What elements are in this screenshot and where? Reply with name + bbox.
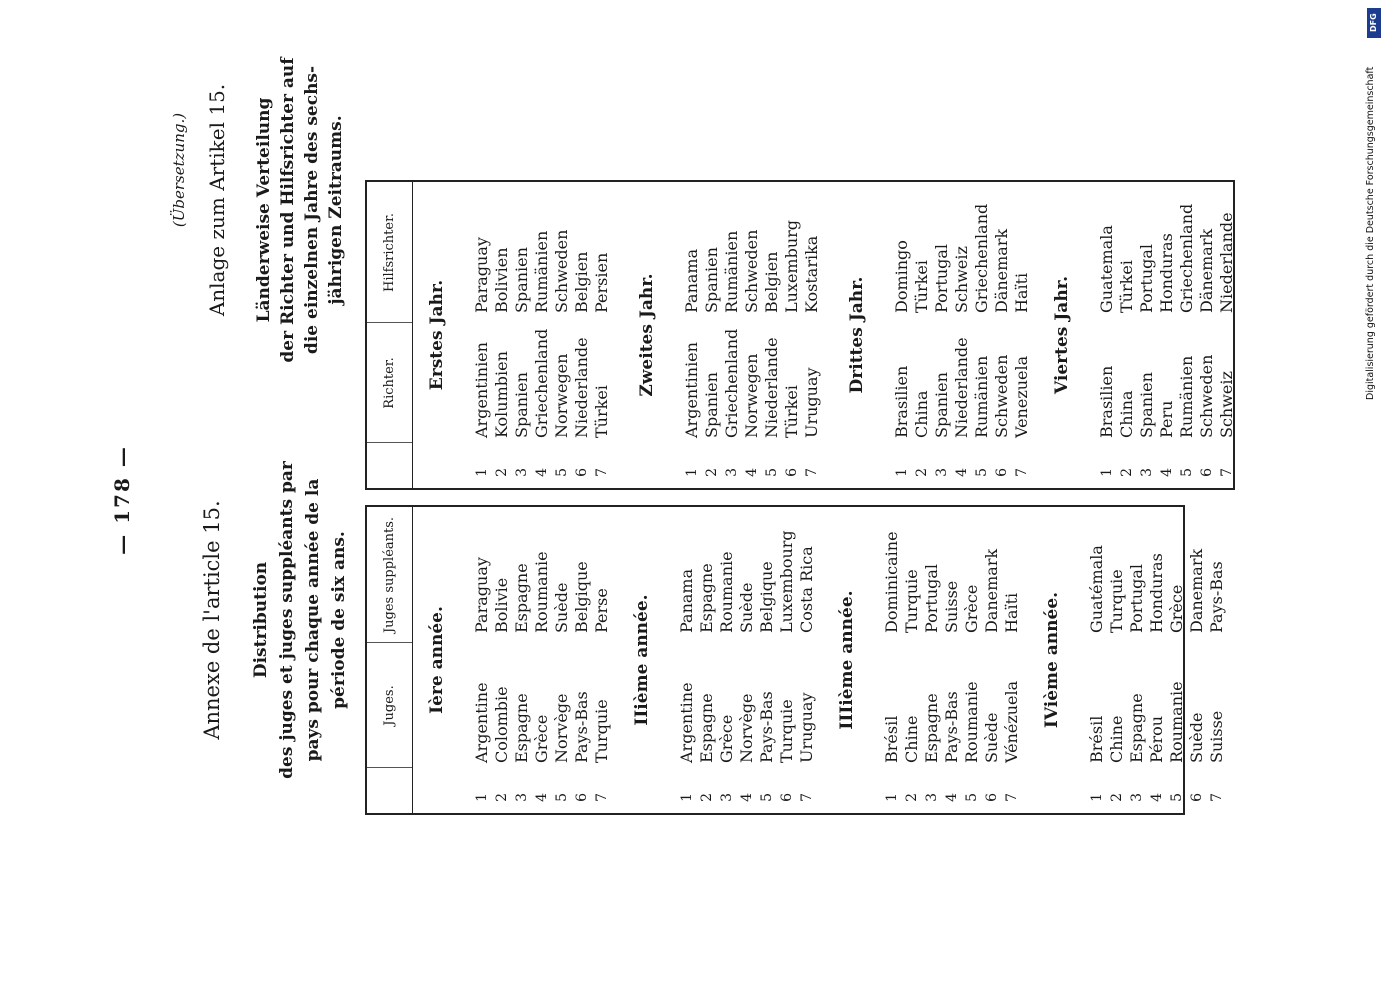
row-number: 4 xyxy=(534,793,550,802)
annex-heading-de: Anlage zum Artikel 15. xyxy=(205,83,229,317)
substitute-country: Espagne xyxy=(512,563,531,633)
substitute-country: Haïti xyxy=(1002,592,1021,633)
judge-country: Rumänien xyxy=(1177,355,1196,438)
row-number: 7 xyxy=(1004,793,1020,802)
table-row xyxy=(1012,182,1032,488)
row-number: 6 xyxy=(1199,468,1215,477)
table-row xyxy=(1217,182,1237,488)
year-heading: Zweites Jahr. xyxy=(637,273,657,397)
row-number: 7 xyxy=(594,468,610,477)
row-number: 2 xyxy=(494,468,510,477)
row-number: 5 xyxy=(1179,468,1195,477)
table-row xyxy=(892,182,912,488)
table-row xyxy=(1147,507,1167,813)
table-row xyxy=(737,507,757,813)
substitute-country: Perse xyxy=(592,588,611,633)
row-number: 1 xyxy=(1089,793,1105,802)
judge-country: Espagne xyxy=(1127,693,1146,763)
table-row xyxy=(1187,507,1207,813)
judge-country: Roumanie xyxy=(1167,681,1186,763)
row-number: 7 xyxy=(1219,468,1235,477)
substitute-country: Rumänien xyxy=(722,230,741,313)
row-number: 4 xyxy=(744,468,760,477)
judge-country: Kolumbien xyxy=(492,351,511,438)
year-heading: IIIième année. xyxy=(837,590,857,730)
judge-country: Brasilien xyxy=(1097,365,1116,438)
row-number: 4 xyxy=(954,468,970,477)
row-number: 3 xyxy=(924,793,940,802)
row-number: 6 xyxy=(784,468,800,477)
substitute-country: Schweden xyxy=(552,229,571,313)
substitute-country: Haïti xyxy=(1012,272,1031,313)
substitute-country: Griechenland xyxy=(972,203,991,313)
table-row xyxy=(922,507,942,813)
substitute-country: Niederlande xyxy=(1217,212,1236,313)
judge-country: Norwegen xyxy=(742,353,761,438)
row-number: 7 xyxy=(1014,468,1030,477)
row-number: 5 xyxy=(964,793,980,802)
table-row xyxy=(702,182,722,488)
substitute-country: Schweiz xyxy=(952,246,971,313)
row-number: 4 xyxy=(1149,793,1165,802)
row-number: 1 xyxy=(474,468,490,477)
judge-country: Schweiz xyxy=(1217,371,1236,438)
table-row xyxy=(512,507,532,813)
table-row xyxy=(757,507,777,813)
judge-country: Argentine xyxy=(677,682,696,763)
row-number: 5 xyxy=(764,468,780,477)
judge-country: Argentinien xyxy=(682,342,701,438)
table-row xyxy=(962,507,982,813)
table-row xyxy=(572,182,592,488)
row-number: 3 xyxy=(724,468,740,477)
substitute-country: Costa Rica xyxy=(797,546,816,633)
table-row xyxy=(1177,182,1197,488)
title-fr-line: pays pour chaque année de la xyxy=(303,478,323,762)
title-de-line: der Richter und Hilfsrichter auf xyxy=(278,57,298,363)
judge-country: Brasilien xyxy=(892,365,911,438)
row-number: 2 xyxy=(704,468,720,477)
substitute-country: Dänemark xyxy=(992,228,1011,313)
table-row xyxy=(972,182,992,488)
substitute-country: Panama xyxy=(682,248,701,313)
substitute-country: Belgique xyxy=(757,561,776,633)
substitute-country: Portugal xyxy=(922,563,941,633)
substitute-country: Dänemark xyxy=(1197,228,1216,313)
table-row xyxy=(552,507,572,813)
row-number: 2 xyxy=(1119,468,1135,477)
table-row xyxy=(762,182,782,488)
row-number: 4 xyxy=(944,793,960,802)
table-header xyxy=(367,507,413,813)
judge-country: Colombie xyxy=(492,686,511,763)
table-row xyxy=(722,182,742,488)
judge-country: Türkei xyxy=(782,385,801,438)
row-number: 5 xyxy=(759,793,775,802)
table-row xyxy=(492,507,512,813)
judge-country: Niederlande xyxy=(952,337,971,438)
judge-country: Uruguay xyxy=(802,367,821,438)
row-number: 3 xyxy=(719,793,735,802)
table-row xyxy=(717,507,737,813)
judge-country: Spanien xyxy=(1137,372,1156,438)
row-number: 5 xyxy=(554,468,570,477)
row-number: 3 xyxy=(1139,468,1155,477)
substitute-country: Belgien xyxy=(762,251,781,313)
year-heading: Ière année. xyxy=(427,606,447,714)
title-de xyxy=(252,0,348,420)
table-row xyxy=(682,182,702,488)
substitute-country: Türkei xyxy=(1117,260,1136,313)
substitute-country: Spanien xyxy=(512,247,531,313)
substitute-country: Paraguay xyxy=(472,237,491,313)
row-number: 7 xyxy=(1209,793,1225,802)
row-number: 2 xyxy=(904,793,920,802)
table-row xyxy=(677,507,697,813)
table-row xyxy=(1107,507,1127,813)
row-number: 6 xyxy=(574,793,590,802)
judge-country: Argentine xyxy=(472,682,491,763)
dfg-credit-text: Digitalisierung gefördert durch die Deutsche Forschungsgemeinschaft xyxy=(1365,66,1376,400)
row-number: 5 xyxy=(554,793,570,802)
table-row xyxy=(512,182,532,488)
dfg-logo: DFG xyxy=(1367,8,1381,38)
substitute-country: Espagne xyxy=(697,563,716,633)
row-number: 3 xyxy=(514,468,530,477)
table-row xyxy=(697,507,717,813)
row-number: 1 xyxy=(1099,468,1115,477)
substitute-country: Kostarika xyxy=(802,235,821,313)
substitute-country: Guatemala xyxy=(1097,225,1116,313)
judge-country: Pays-Bas xyxy=(942,691,961,763)
row-number: 4 xyxy=(1159,468,1175,477)
substitute-country: Persien xyxy=(592,252,611,313)
table-fr xyxy=(365,505,1226,815)
substitute-country: Rumänien xyxy=(532,230,551,313)
table-row xyxy=(1087,507,1107,813)
row-number: 2 xyxy=(1109,793,1125,802)
row-number: 7 xyxy=(799,793,815,802)
judge-country: Grèce xyxy=(717,714,736,763)
substitute-country: Türkei xyxy=(912,260,931,313)
judge-country: Roumanie xyxy=(962,681,981,763)
substitute-country: Belgique xyxy=(572,561,591,633)
table-row xyxy=(982,507,1002,813)
table-row xyxy=(552,182,572,488)
table-row xyxy=(782,182,802,488)
substitute-country: Suède xyxy=(552,582,571,633)
table-row xyxy=(942,507,962,813)
row-number: 2 xyxy=(699,793,715,802)
title-fr-line: des juges et juges suppléants par xyxy=(277,461,297,779)
judge-country: Schweden xyxy=(992,354,1011,438)
judge-country: Turquie xyxy=(777,699,796,763)
table-row xyxy=(1002,507,1022,813)
table-row xyxy=(902,507,922,813)
table-row xyxy=(532,182,552,488)
judge-country: Espagne xyxy=(512,693,531,763)
row-number: 1 xyxy=(474,793,490,802)
title-de-line: Länderweise Verteilung xyxy=(254,97,274,323)
substitute-country: Bolivien xyxy=(492,247,511,313)
table-de xyxy=(365,180,1235,490)
row-number: 7 xyxy=(594,793,610,802)
row-number: 7 xyxy=(804,468,820,477)
substitute-country: Domingo xyxy=(892,240,911,313)
judge-country: Norwegen xyxy=(552,353,571,438)
row-number: 6 xyxy=(984,793,1000,802)
substitute-country: Suisse xyxy=(942,580,961,633)
judge-country: Niederlande xyxy=(762,337,781,438)
row-number: 4 xyxy=(739,793,755,802)
row-number: 1 xyxy=(679,793,695,802)
substitute-country: Honduras xyxy=(1157,233,1176,313)
table-row xyxy=(1207,507,1227,813)
substitutes-column-header: Hilfsrichter. xyxy=(382,213,397,292)
table-row xyxy=(777,507,797,813)
judge-country: Schweden xyxy=(1197,354,1216,438)
judge-country: Venezuela xyxy=(1012,355,1031,438)
year-heading: Erstes Jahr. xyxy=(427,279,447,391)
judges-column-header: Richter. xyxy=(382,357,397,409)
table-row xyxy=(1117,182,1137,488)
table-row xyxy=(802,182,822,488)
row-number: 5 xyxy=(1169,793,1185,802)
row-number: 5 xyxy=(974,468,990,477)
judge-country: Norvège xyxy=(737,693,756,763)
substitute-country: Danemark xyxy=(982,548,1001,633)
substitute-country: Bolivie xyxy=(492,577,511,633)
judge-country: Uruguay xyxy=(797,692,816,763)
title-de-line: die einzelnen Jahre des sechs- xyxy=(302,65,322,355)
substitute-country: Luxembourg xyxy=(777,530,796,633)
row-number: 6 xyxy=(994,468,1010,477)
title-fr-line: période de six ans. xyxy=(329,531,349,709)
row-number: 2 xyxy=(914,468,930,477)
judge-country: Norvège xyxy=(552,693,571,763)
table-row xyxy=(952,182,972,488)
row-number: 6 xyxy=(779,793,795,802)
judge-country: Türkei xyxy=(592,385,611,438)
row-number: 1 xyxy=(884,793,900,802)
table-row xyxy=(1157,182,1177,488)
title-de-line: jährigen Zeitraums. xyxy=(326,115,346,305)
substitutes-column-header: Juges suppléants. xyxy=(382,516,397,634)
translation-note: (Übersetzung.) xyxy=(170,112,188,228)
substitute-country: Belgien xyxy=(572,251,591,313)
judge-country: Turquie xyxy=(592,699,611,763)
judge-country: Brésil xyxy=(882,715,901,763)
table-row xyxy=(1197,182,1217,488)
table-row xyxy=(932,182,952,488)
substitute-country: Spanien xyxy=(702,247,721,313)
row-number: 3 xyxy=(1129,793,1145,802)
row-number: 3 xyxy=(514,793,530,802)
table-row xyxy=(1097,182,1117,488)
table-row xyxy=(742,182,762,488)
year-heading: IVième année. xyxy=(1042,591,1062,729)
substitute-country: Griechenland xyxy=(1177,203,1196,313)
substitute-country: Portugal xyxy=(932,243,951,313)
judge-country: Espagne xyxy=(697,693,716,763)
substitute-country: Portugal xyxy=(1137,243,1156,313)
substitute-country: Pays-Bas xyxy=(1207,561,1226,633)
table-row xyxy=(492,182,512,488)
judge-country: Griechenland xyxy=(722,328,741,438)
substitute-country: Dominicaine xyxy=(882,531,901,633)
title-fr xyxy=(248,410,352,830)
judge-country: Espagne xyxy=(922,693,941,763)
table-header xyxy=(367,182,413,488)
year-heading: IIième année. xyxy=(632,594,652,726)
row-number: 1 xyxy=(684,468,700,477)
judge-country: Brésil xyxy=(1087,715,1106,763)
substitute-country: Suède xyxy=(737,582,756,633)
substitute-country: Portugal xyxy=(1127,563,1146,633)
table-row xyxy=(472,507,492,813)
row-number: 6 xyxy=(1189,793,1205,802)
judge-country: Chine xyxy=(1107,715,1126,763)
substitute-country: Danemark xyxy=(1187,548,1206,633)
judge-country: Chine xyxy=(902,715,921,763)
judge-country: Argentinien xyxy=(472,342,491,438)
judge-country: Niederlande xyxy=(572,337,591,438)
substitute-country: Grèce xyxy=(1167,584,1186,633)
table-row xyxy=(572,507,592,813)
substitute-country: Schweden xyxy=(742,229,761,313)
judge-country: Vénézuela xyxy=(1002,680,1021,763)
judge-country: Pérou xyxy=(1147,715,1166,763)
substitute-country: Guatémala xyxy=(1087,545,1106,633)
judge-country: Peru xyxy=(1157,400,1176,438)
substitute-country: Honduras xyxy=(1147,553,1166,633)
table-row xyxy=(1137,182,1157,488)
substitute-country: Turquie xyxy=(1107,569,1126,633)
table-row xyxy=(992,182,1012,488)
table-row xyxy=(472,182,492,488)
substitute-country: Roumanie xyxy=(717,551,736,633)
judges-column-header: Juges. xyxy=(382,685,397,726)
table-row xyxy=(1167,507,1187,813)
row-number: 4 xyxy=(534,468,550,477)
substitute-country: Roumanie xyxy=(532,551,551,633)
substitute-country: Luxemburg xyxy=(782,219,801,313)
substitute-country: Turquie xyxy=(902,569,921,633)
substitute-country: Panama xyxy=(677,568,696,633)
judge-country: Pays-Bas xyxy=(572,691,591,763)
judge-country: Rumänien xyxy=(972,355,991,438)
table-row xyxy=(592,182,612,488)
judge-country: Pays-Bas xyxy=(757,691,776,763)
row-number: 1 xyxy=(894,468,910,477)
table-row xyxy=(1127,507,1147,813)
judge-country: Grèce xyxy=(532,714,551,763)
judge-country: Suède xyxy=(982,712,1001,763)
judge-country: Suisse xyxy=(1207,710,1226,763)
row-number: 2 xyxy=(494,793,510,802)
judge-country: China xyxy=(1117,390,1136,438)
table-row xyxy=(912,182,932,488)
table-row xyxy=(532,507,552,813)
title-fr-line: Distribution xyxy=(251,561,271,679)
page-number: — 178 — xyxy=(110,445,134,555)
judge-country: Spanien xyxy=(932,372,951,438)
judge-country: Griechenland xyxy=(532,328,551,438)
year-heading: Drittes Jahr. xyxy=(847,276,867,394)
row-number: 6 xyxy=(574,468,590,477)
table-row xyxy=(797,507,817,813)
judge-country: China xyxy=(912,390,931,438)
table-row xyxy=(592,507,612,813)
table-row xyxy=(882,507,902,813)
dfg-credit xyxy=(1343,8,1379,408)
judge-country: Spanien xyxy=(702,372,721,438)
judge-country: Spanien xyxy=(512,372,531,438)
substitute-country: Paraguay xyxy=(472,557,491,633)
year-heading: Viertes Jahr. xyxy=(1052,276,1072,395)
row-number: 3 xyxy=(934,468,950,477)
substitute-country: Grèce xyxy=(962,584,981,633)
judge-country: Suède xyxy=(1187,712,1206,763)
annex-heading-fr: Annexe de l'article 15. xyxy=(200,500,224,740)
